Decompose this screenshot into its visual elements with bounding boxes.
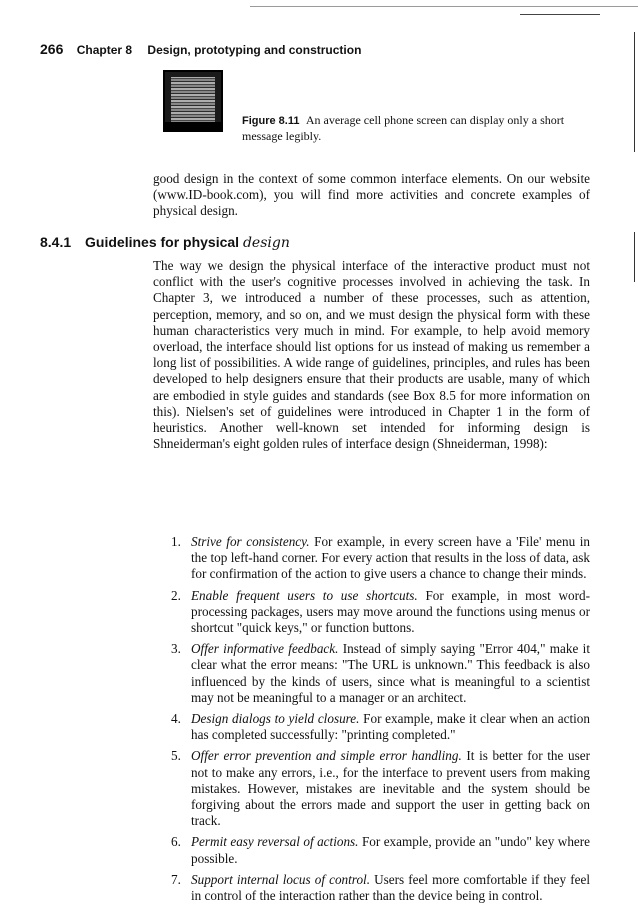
list-item-title: Offer informative feedback. <box>191 641 339 657</box>
list-item-text: Users feel more comfortable if they feel in control of the interaction rather than the device being in control. <box>191 871 590 904</box>
list-item-title: Design dialogs to yield closure. <box>191 711 360 727</box>
list-item-number: 5. <box>171 748 181 764</box>
list-item-title: Support internal locus of control. <box>191 871 371 887</box>
list-item-title: Offer error prevention and simple error handling. <box>191 748 462 764</box>
list-item-text: It is better for the user not to make any errors, i.e., for the interface to prevent users from making mistakes. However, mistakes are inevitable and the system should be forgiving about the errors made and support the user in getting back on track. <box>191 748 590 829</box>
list-item-number: 4. <box>171 711 181 727</box>
figure-label: Figure 8.11 <box>242 115 300 127</box>
list-item-text: For example, make it clear when an action has completed successfully: "printing completed." <box>191 711 590 743</box>
scan-margin-line <box>634 32 635 152</box>
list-item <box>171 872 590 904</box>
list-item-number: 7. <box>171 871 181 887</box>
list-item <box>171 748 590 829</box>
list-item-title: Strive for consistency. <box>191 534 310 549</box>
figure-caption <box>242 113 587 144</box>
list-item-text: For example, provide an "undo" key where possible. <box>191 834 591 866</box>
page-number: 266 <box>40 41 64 57</box>
list-item <box>171 641 590 706</box>
phone-display <box>171 77 215 123</box>
chapter-label: Chapter 8 <box>76 43 133 57</box>
list-item-number: 1. <box>171 534 181 549</box>
list-item-title: Enable frequent users to use shortcuts. <box>191 587 418 603</box>
golden-rules-list <box>171 534 590 909</box>
section-heading <box>40 234 290 251</box>
scan-edge-line <box>520 14 600 15</box>
list-item-number: 6. <box>171 834 181 850</box>
list-item-text: For example, in most word-processing packages, users may move around the functions using menus or shortcut "quick keys," or function buttons. <box>191 587 591 636</box>
running-head <box>40 41 361 57</box>
list-item <box>171 534 590 583</box>
figure-caption-text: An average cell phone screen can display only a short message legibly. <box>242 113 565 143</box>
section-number: 8.4.1 <box>40 234 72 250</box>
list-item-text: For example, in every screen have a 'File' menu in the top left-hand corner. For every action that results in the loss of data, ask for confirmation of the action to give users a chance to change their minds. <box>191 534 591 582</box>
list-item-title: Permit easy reversal of actions. <box>191 834 359 850</box>
list-item <box>171 588 590 637</box>
list-item-number: 3. <box>171 641 181 657</box>
list-item <box>171 711 590 743</box>
chapter-title: Design, prototyping and construction <box>147 43 362 57</box>
list-item-number: 2. <box>171 587 181 603</box>
phone-bezel <box>165 122 221 130</box>
cell-phone-screen-image <box>163 70 223 132</box>
scan-margin-line <box>634 232 635 282</box>
section-title-handwritten: design <box>242 235 290 251</box>
list-item <box>171 834 590 866</box>
scan-edge-line <box>250 6 638 7</box>
list-item-text: Instead of simply saying "Error 404," make it clear what the error means: "The URL is unknown." This feedback is also influenced by the kinds of users, since what is meaningful to a scientist may not be meaningful to a manager or an architect. <box>191 641 591 705</box>
section-title: Guidelines for physical <box>85 234 240 250</box>
intro-paragraph: good design in the context of some common interface elements. On our website (www.ID-book.com), you will find more activities and concrete examples of physical design. <box>153 171 590 219</box>
main-paragraph: The way we design the physical interface of the interactive product must not conflict with the user's cognitive processes involved in achieving the task. In Chapter 3, we introduced a number of these processes, such as attention, perception, memory, and so on, and we must design the physical form with these human characteristics very much in mind. For example, to help avoid memory overload, the interface should list options for us instead of making us remember a long list of possibilities. A wide range of guidelines, principles, and rules has been developed to help designers ensure that their products are usable, many of which are embodied in style guides and standards (see Box 8.5 for more information on this). Nielsen's set of guidelines were introduced in Chapter 1 in the form of heuristics. Another well-known set intended for informing design is Shneiderman's eight golden rules of interface design (Shneiderman, 1998): <box>153 258 590 452</box>
